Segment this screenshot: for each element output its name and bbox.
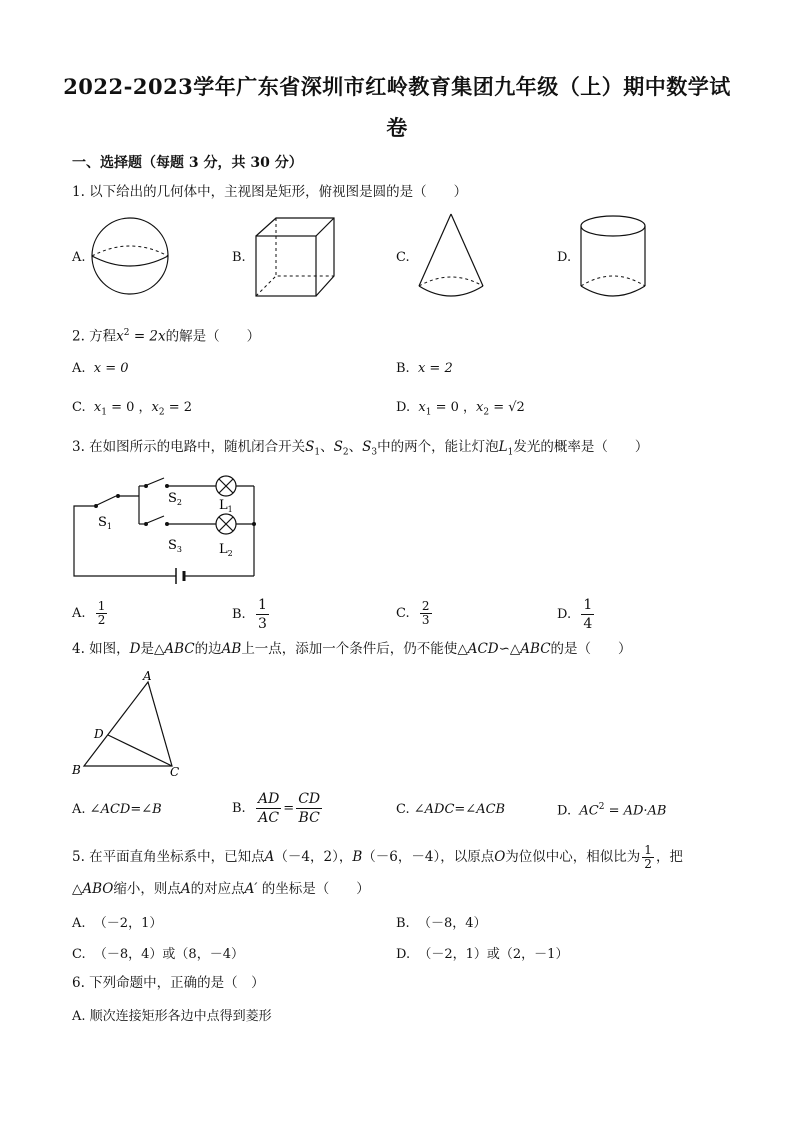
question-3-stem [72,438,648,462]
q5-line2-a: A [180,881,191,897]
q2-option-b-label: B. [396,361,410,376]
q1-option-d-label: D. [557,250,572,265]
q3-stem-mid: 中的两个，能让灯泡 [377,439,499,455]
q5-line1-mid: 为位似中心，相似比为 [505,849,641,865]
q4-triangle: △ABC [154,641,195,657]
triangle-label-d: D [94,727,104,741]
q5-point-b: B [352,849,363,865]
q3-option-a [72,600,109,627]
q2-option-d-label: D. [396,400,411,415]
cylinder-icon [578,214,648,300]
q4-stem-mid2: 的边 [194,641,222,657]
sphere-icon [90,216,172,298]
question-2-stem [72,324,260,346]
q4-stem-mid1: 是 [140,641,154,657]
q4-option-a-text: ∠ACD=∠B [89,802,162,817]
cube-icon [252,214,338,300]
q2-c-x1: x [93,400,102,415]
q4-option-d-rest: = AD·AB [604,803,667,819]
circuit-label-s2: $S_2$ [168,491,182,507]
q4-option-c-text: ∠ADC=∠ACB [413,802,506,817]
triangle-diagram [66,668,196,783]
q5-point-a-coord: （－4，2）， [274,849,353,865]
q3-s2: S [333,439,343,455]
q4-option-b-eq: = [283,801,295,816]
q2-d-x1: x [418,400,426,415]
q4-stem-suffix: 的是（ ） [550,641,632,657]
q5-option-a-text: （－2，1） [93,916,163,931]
q5-option-d-label: D. [396,947,411,962]
q5-line2-mid: 缩小，则点 [113,881,181,897]
q3-s3-sub: 3 [371,447,378,458]
q2-d-sub1: 1 [425,407,432,418]
q4-option-a [72,802,162,817]
q5-option-c-text: （－8，4）或（8，－4） [93,947,244,962]
q5-option-d-text: （－2，1）或（2，－1） [418,947,569,962]
q5-option-d [396,943,568,962]
cone-icon [416,212,486,302]
q5-option-a-label: A. [72,916,86,931]
q4-point-d: D [129,641,141,657]
question-5-line2 [72,880,370,898]
q4-similarity: △ACD∽△ABC [457,641,551,657]
triangle-label-a: A [143,669,152,683]
q2-stem-suffix: 的解是（ ） [165,328,261,345]
q2-d-v2: = √2 [489,400,525,415]
q5-ratio-fraction: $\frac{1}{2}$ [644,843,652,871]
q4-option-b-label: B. [232,801,246,816]
q2-option-c-label: C. [72,400,86,415]
q4-option-b-frac2: $\frac{CD}{BC}$ [298,791,321,826]
q5-line1-suffix: ，把 [655,849,683,865]
q6-option-a: A. 顺次连接矩形各边中点得到菱形 [72,1009,272,1024]
q5-line1-prefix: 5. 在平面直角坐标系中，已知点 [72,849,265,865]
q2-d-v1: = 0 ， [431,400,476,415]
q2-option-c [72,396,192,418]
q4-stem-prefix: 4. 如图， [72,641,130,657]
q3-sep1: 、 [320,439,334,455]
q5-point-b-coord: （－6，－4），以原点 [362,849,495,865]
q2-c-sub2: 2 [158,407,165,418]
circuit-label-l2: $L_2$ [219,542,233,558]
q3-stem-prefix: 3. 在如图所示的电路中，随机闭合开关 [72,439,306,455]
q1-option-b-label: B. [232,250,246,265]
q3-option-b [232,596,271,633]
triangle-label-c: C [170,765,180,779]
q3-option-d [557,596,596,633]
q2-option-d [396,396,525,418]
q3-option-b-label: B. [232,607,246,622]
q5-option-b [396,912,487,931]
question-4-stem [72,640,632,658]
q5-line2-a-prime: A′ [244,881,258,897]
q4-option-c-label: C. [396,802,410,817]
q3-s2-sub: 2 [342,447,349,458]
q4-option-d-text: AC [579,803,599,819]
q2-option-a-label: A. [72,361,86,376]
q2-option-b [396,361,453,376]
q2-c-v1: = 0 ， [106,400,152,415]
q4-stem-mid3: 上一点，添加一个条件后，仍不能使 [241,641,458,657]
q4-option-d-label: D. [557,803,572,819]
q3-s1-sub: 1 [314,447,321,458]
q5-option-c [72,943,244,962]
q3-stem-suffix: 发光的概率是（ ） [513,439,649,455]
q2-stem-prefix: 2. 方程 [72,328,117,345]
q4-option-a-label: A. [72,802,86,817]
q5-option-a [72,912,162,931]
q5-option-b-label: B. [396,916,410,931]
page-title: 2022-2023学年广东省深圳市红岭教育集团九年级（上）期中数学试 [63,74,731,99]
q4-side-ab: AB [221,641,242,657]
q4-option-b-frac1: $\frac{AD}{AC}$ [257,791,280,826]
q3-option-a-fraction: $\frac{1}{2}$ [97,599,106,627]
q3-option-d-label: D. [557,607,572,622]
circuit-label-s3: $S_3$ [168,538,182,554]
question-5-line1 [72,844,683,871]
q3-option-c-label: C. [396,606,410,621]
page-title-continued: 卷 [386,115,408,140]
q2-equation-x: x [116,328,124,345]
question-6-stem: 6. 下列命题中，正确的是（ ） [72,975,265,991]
circuit-diagram [66,470,266,585]
q4-option-d-sup: 2 [598,802,605,812]
q3-option-c [396,600,434,627]
q2-option-a [72,361,129,376]
question-1-stem: 1. 以下给出的几何体中，主视图是矩形，俯视图是圆的是（ ） [72,184,468,200]
q2-option-b-text: x = 2 [417,361,453,376]
q2-d-sub2: 2 [483,407,490,418]
triangle-label-b: B [72,763,81,777]
q2-equation-exp: 2 [123,328,130,338]
q5-option-b-text: （－8，4） [417,916,487,931]
q5-origin: O [494,849,506,865]
q3-s3: S [362,439,372,455]
q5-triangle: △ABO [72,881,114,897]
q1-option-a-label: A. [72,250,86,265]
q5-line2-mid2: 的对应点 [190,881,245,897]
q2-c-v2: = 2 [164,400,193,415]
q3-sep2: 、 [348,439,363,455]
q5-point-a: A [264,849,275,865]
q2-d-x2: x [476,400,484,415]
q5-line2-suffix: 的坐标是（ ） [257,881,370,897]
q3-option-a-label: A. [72,606,86,621]
q2-option-a-text: x = 0 [93,361,129,376]
q3-s1: S [305,439,315,455]
q5-option-c-label: C. [72,947,86,962]
q4-option-b [232,790,324,827]
q3-l1: L [498,439,508,455]
q3-option-c-fraction: $\frac{2}{3}$ [421,599,430,627]
q2-c-sub1: 1 [101,407,107,418]
q4-option-c [396,802,505,817]
q3-option-b-fraction: $\frac{1}{3}$ [257,597,267,632]
q2-equation-rhs: = 2x [129,328,166,345]
q3-l1-sub: 1 [507,447,514,458]
q1-option-c-label: C. [396,250,410,265]
circuit-label-s1: $S_1$ [98,515,112,531]
q4-option-d [557,802,666,818]
q3-option-d-fraction: $\frac{1}{4}$ [583,597,593,632]
section-heading: 一、选择题（每题 3 分，共 30 分） [72,155,303,171]
q2-c-x2: x [151,400,159,415]
circuit-label-l1: $L_1$ [219,498,233,514]
